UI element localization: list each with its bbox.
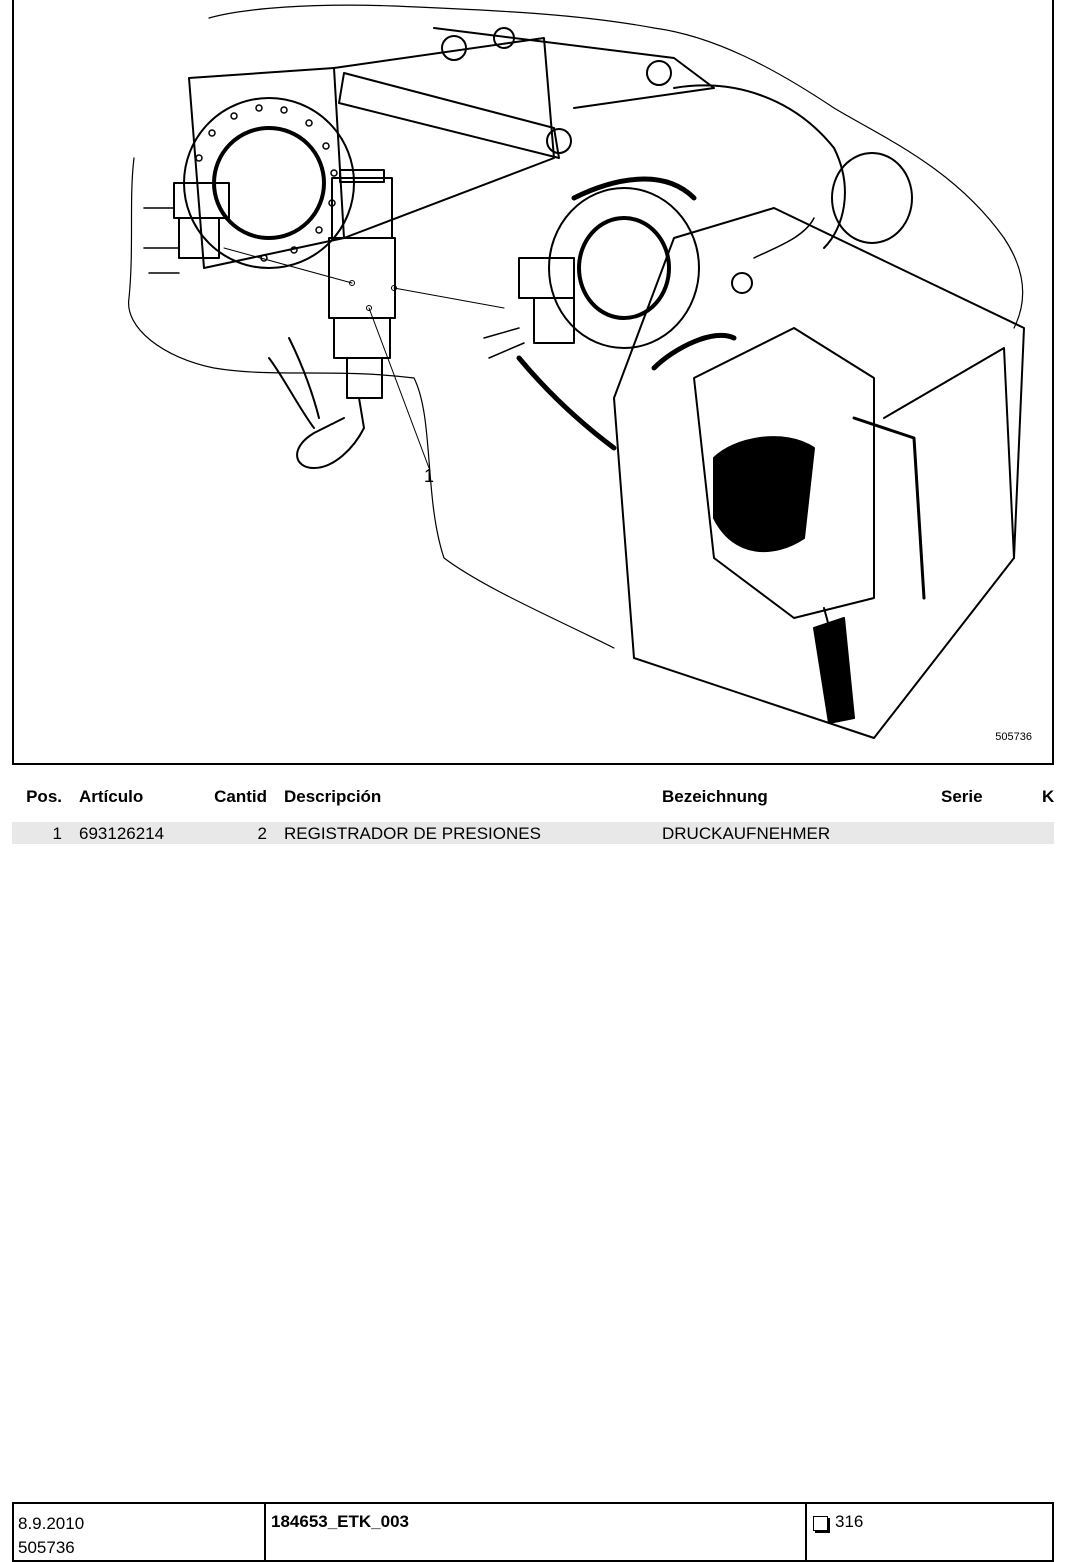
table-row — [12, 822, 1054, 844]
header-bezeichnung: Bezeichnung — [662, 787, 768, 806]
header-cantid: Cantid — [214, 787, 267, 806]
header-k: K — [1042, 787, 1055, 806]
checkbox-icon — [813, 1516, 828, 1531]
row-articulo: 693126214 — [79, 824, 165, 843]
footer-drawing-no: 505736 — [18, 1538, 75, 1557]
footer-date: 8.9.2010 — [18, 1514, 85, 1533]
header-serie: Serie — [941, 787, 983, 806]
row-pos: 1 — [52, 824, 62, 843]
parts-table-header — [12, 785, 1054, 809]
header-pos: Pos. — [26, 787, 62, 806]
technical-drawing — [14, 0, 1052, 763]
footer-middle — [264, 1504, 806, 1560]
page-footer — [12, 1502, 1054, 1562]
row-bezeichnung: DRUCKAUFNEHMER — [662, 824, 831, 843]
exploded-view-figure — [12, 0, 1054, 765]
footer-doc-id: 184653_ETK_003 — [271, 1512, 410, 1531]
row-descripcion: REGISTRADOR DE PRESIONES — [284, 824, 541, 843]
row-cantid: 2 — [257, 824, 267, 843]
drawing-id-label: 505736 — [995, 731, 1032, 743]
callout-number: 1 — [424, 466, 435, 486]
header-descripcion: Descripción — [284, 787, 382, 806]
footer-right — [805, 1504, 1052, 1560]
footer-page-number: 316 — [835, 1512, 864, 1531]
header-articulo: Artículo — [79, 787, 144, 806]
